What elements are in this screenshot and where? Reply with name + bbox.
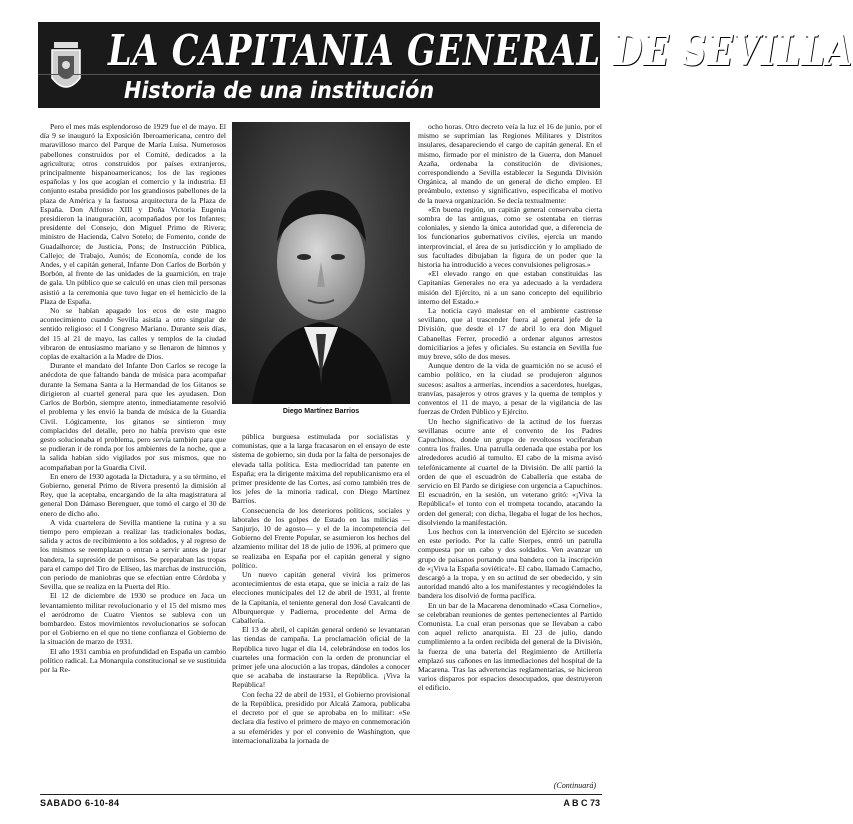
paragraph: El año 1931 cambia en profundidad en España un cambio político radical. La Monarquía constitucional se ve sustituida por la Re- bbox=[40, 646, 226, 674]
issue-date: SABADO 6-10-84 bbox=[40, 798, 120, 808]
paragraph: Aunque dentro de la vida de guarnición no se acusó el cambio político, en la ciudad se produjeron algunos sucesos: asaltos a armerías, incendios a sacerdotes, huelgas, tranvías, pasajeros y otros graves y la quema de templos y conventos el 11 de mayo, a pesar de la vigilancia de las fuerzas de Orden Público y Ejército. bbox=[418, 361, 602, 417]
paragraph: Los hechos con la intervención del Ejército se suceden en este periodo. Por la calle Sierpes, entró un patrulla compuesta por un cabo y dos soldados. Ven avanzar un grupo de paisanos portando una bandera con la inscripción de «¡Viva la España soviética!». El cabo, llamado Camacho, descargó a la tropa, y en su actitud de ser obedecido, y sin autoridad mandó alto a los manifestantes y recogiéndoles la bandera los disolvió de forma pacífica. bbox=[418, 526, 602, 601]
paragraph: «En buena región, un capitán general conservaba cierta sombra de las antiguas, como se ostentaba en tierras coloniales, y siendo la única autoridad que, a diferencia de los funcionarios gubernativos civiles, ejercía un mando interprovincial, el área de su jurisdicción y lo ampliado de sus facultades dibujaban la figura de un poder que la historia ha introducido a veces convulsiones peligrosas.» bbox=[418, 204, 602, 270]
text-column-1 bbox=[40, 122, 226, 790]
paragraph: A vida cuartelera de Sevilla mantiene la rutina y a su tiempo pero empiezan a realizar las tradicionales bodas, salida y actos de recibimiento a los soldados, y al regreso de los mismos se reemplazan o entran a servir antes de jurar bandera, la supresión de permisos. Se preparaban las tropas para el campo del Tiro de Elíseo, las marchas de instrucción, con periodo de maniobras que se efectúan entre Córdoba y Sevilla, que se realiza en la Puerta del Río. bbox=[40, 517, 226, 592]
headline: LA CAPITANIA GENERAL DE SEVILLA bbox=[108, 26, 853, 75]
text-column-2 bbox=[232, 432, 410, 790]
paragraph: Con fecha 22 de abril de 1931, el Gobierno provisional de la República, presidido por Alcalá Zamora, publicaba el decreto por el que se aprobaba en lo militar: «Se declara día festivo el primero de mayo en conmemoración a su efemérides y por el convenio de Washington, que internacionalizaba la jornada de bbox=[232, 689, 410, 745]
paragraph: Consecuencia de los deterioros políticos, sociales y laborales de los golpes de Estado en las milicias —Sanjurjo, 10 de agosto— y el de la incompetencia del Gobierno del Frente Popular, se asumieron los hechos del alzamiento militar del 18 de julio de 1936, al primero que se realizaba en España por el capitán general y signo político. bbox=[232, 505, 410, 570]
portrait-photo bbox=[232, 122, 410, 404]
paragraph: Durante el mandato del Infante Don Carlos se recoge la anécdota de que faltando banda de música para acompañar durante la Semana Santa a la Hermandad de los Gitanos se dirigieron al cuartel general para que les ayudasen. Don Carlos de Borbón, siempre atento, inmediatamente resolvió el problema y les envió la banda de música de la Guardia Civil. Lógicamente, los gitanos se sintieron muy complacidos del detalle, pero no había previsto que este gesto solucionaba el problema, pero servía también para que se pudieran ir de ronda por los ambientes de la noche, que a la salida habían sido vigilados por sus mismos, que no acompañaban por la Guardia Civil. bbox=[40, 361, 226, 472]
photo-caption: Diego Martínez Barrios bbox=[282, 408, 360, 415]
paragraph: Un hecho significativo de la actitud de los fuerzas sevillanas ocurre ante el convento de los Padres Capuchinos, donde un grupo de revoltosos vociferaban contra los frailes. Una patrulla ordenada que estaba por los alrededores acudió al tumulto. El cabo de la misma avisó telefónicamente al cuartel de la División. De allí partió la orden de que el escuadrón de Caballería que estaba de servicio en El Pardo se dirigiese con urgencia a Capuchinos. El escuadrón, en la sesión, un veterano gritó: «¡Viva la República!» el tonto con el trompeta tocando, atacando la orden del general; con dicha, llegaba el lugar de los hechos, disolviendo la manifestación. bbox=[418, 416, 602, 527]
paragraph: El 12 de diciembre de 1930 se produce en Jaca un levantamiento militar revolucionario y el 15 del mismo mes el aeródromo de Cuatro Vientos se subleva con un bombardeo. Estos movimientos revolucionarios se sofocan por el Gobierno en el que no tiene confianza el Gobierno de la situación de marzo de 1931. bbox=[40, 591, 226, 647]
page-number: A B C 73 bbox=[563, 798, 600, 808]
text-column-3 bbox=[418, 122, 602, 790]
paragraph: No se habían apagado los ecos de este magno acontecimiento cuando Sevilla asistía a otro singular de sentido religioso: el I Congreso Mariano. Durante seis días, del 15 al 21 de mayo, las calles y templos de la ciudad vibraron de entusiasmo mariano y se llenaron de himnos y coplas de exaltación a la Madre de Dios. bbox=[40, 306, 226, 362]
footer-rule bbox=[40, 794, 602, 795]
continuation-note: (Continuará) bbox=[553, 781, 596, 790]
paragraph: ocho horas. Otro decreto veía la luz el 16 de junio, por el mismo se suprimían las Regiones Militares y Distritos insulares, desapareciendo el cargo de capitán general. En el mismo, firmado por el ministro de la Guerra, don Manuel Azaña, ordenaba la constitución de divisiones, correspondiendo a Sevilla establecer la Segunda División Orgánica, al mando de un general de dicho empleo. El preámbulo, extenso y significativo, especificaba el motivo de la nueva organización. Se decía textualmente: bbox=[418, 122, 602, 205]
paragraph: pública burguesa estimulada por socialistas y comunistas, que a la larga fracasaron en el ensayo de este sistema de gobierno, sin duda por la falta de personajes de elevada talla política. Esta mediocridad tan patente en España; era la dirigente máxima del republicanismo era el primer presidente de las Cortes, así como también tres de los jefes de la minoría radical, con Diego Martínez Barrios. bbox=[232, 432, 410, 506]
paragraph: En enero de 1930 agotada la Dictadura, y a su término, el Gobierno, general Primo de Rivera presentó la dimisión al Rey, que la aceptaba, encargando de la alta magistratura al general Don Dámaso Berenguer, que tomó el cargo el 30 de enero de dicho año. bbox=[40, 471, 226, 518]
portrait-illustration bbox=[232, 122, 410, 404]
paragraph: Un nuevo capitán general vivirá los primeros acontecimientos de esta etapa, que se inicia a raíz de las elecciones municipales del 12 de abril de 1931, al frente de la Capitanía, el teniente general don José Cavalcanti de Alburquerque y Padierna, procedente del Arma de Caballería. bbox=[232, 570, 410, 626]
paragraph: El 13 de abril, el capitán general ordenó se levantaran las tiendas de campaña. La proclamación oficial de la República tuvo lugar el día 14, celebrándose en todos los cuarteles una formación con la orden de pronunciar el primer jefe una alocución a las tropas, dándoles a conocer que se acababa de instaurarse la República. ¡Viva la República! bbox=[232, 625, 410, 690]
paragraph: La noticia cayó malestar en el ambiente castrense sevillano, que al trascender fuera al general jefe de la División, que desde el 17 de abril lo era don Miguel Cabanellas Ferrer, procedió a ordenar algunos arrestos domiciliarios a jefes y oficiales. Su estancia en Sevilla fue muy breve, sólo de dos meses. bbox=[418, 306, 602, 362]
paragraph: «El elevado rango en que estaban constituidas las Capitanías Generales no era ya adecuado a la verdadera misión del Ejército, ni a un sano concepto del equilibrio interno del Estado.» bbox=[418, 269, 602, 306]
paragraph: Pero el mes más esplendoroso de 1929 fue el de mayo. El día 9 se inauguró la Exposición Iberoamericana, centro del maravilloso marco del Parque de María Luisa. Numerosos pabellones construidos por el Comité, dedicados a la agricultura; otros construidos por países extranjeros, principalmente hispanoamericanos; los de las regiones españolas y los que acogían el comercio y la industria. El conjunto estaba presidido por los grandiosos pabellones de la plaza de América y la fastuosa arquitectura de la Plaza de España. Don Alfonso XIII y Doña Victoria Eugenia presidieron la inauguración, acompañados por los Infantes; presidente del Consejo, don Miguel Primo de Rivera; ministro de Hacienda, Calvo Sotelo; de Fomento, conde de Guadalhorce; de Justicia, Pons; de Instrucción Pública, Callejo; de Trabajo, Aunós; de Economía, conde de los Andes, y el capitán general, Infante Don Carlos de Borbón y Borbón, al frente de las unidades de la guarnición, en traje de gala. Un público que se calculó en unas cien mil personas asistió a la ceremonia que tuvo lugar en el hemiciclo de la Plaza de España. bbox=[40, 122, 227, 306]
paragraph: En un bar de la Macarena denominado «Casa Cornelio», se celebraban reuniones de gentes pertenecientes al Partido Comunista. La cual eran personas que se llevaban a cabo con aquel relicto anarquista. El 23 de julio, dando cumplimiento a la orden recibida del general de la División, la fuerza de una batería del Regimiento de Artillería emplazó sus cañones en las inmediaciones del hospital de la Macarena. Tras las advertencias reglamentarias, se hicieron varios disparos por espacios desocupados, que destruyeron el edificio. bbox=[418, 600, 602, 693]
coat-of-arms-icon bbox=[48, 40, 84, 98]
subheadline: Historia de una institución bbox=[124, 78, 435, 104]
masthead-banner bbox=[38, 22, 853, 108]
